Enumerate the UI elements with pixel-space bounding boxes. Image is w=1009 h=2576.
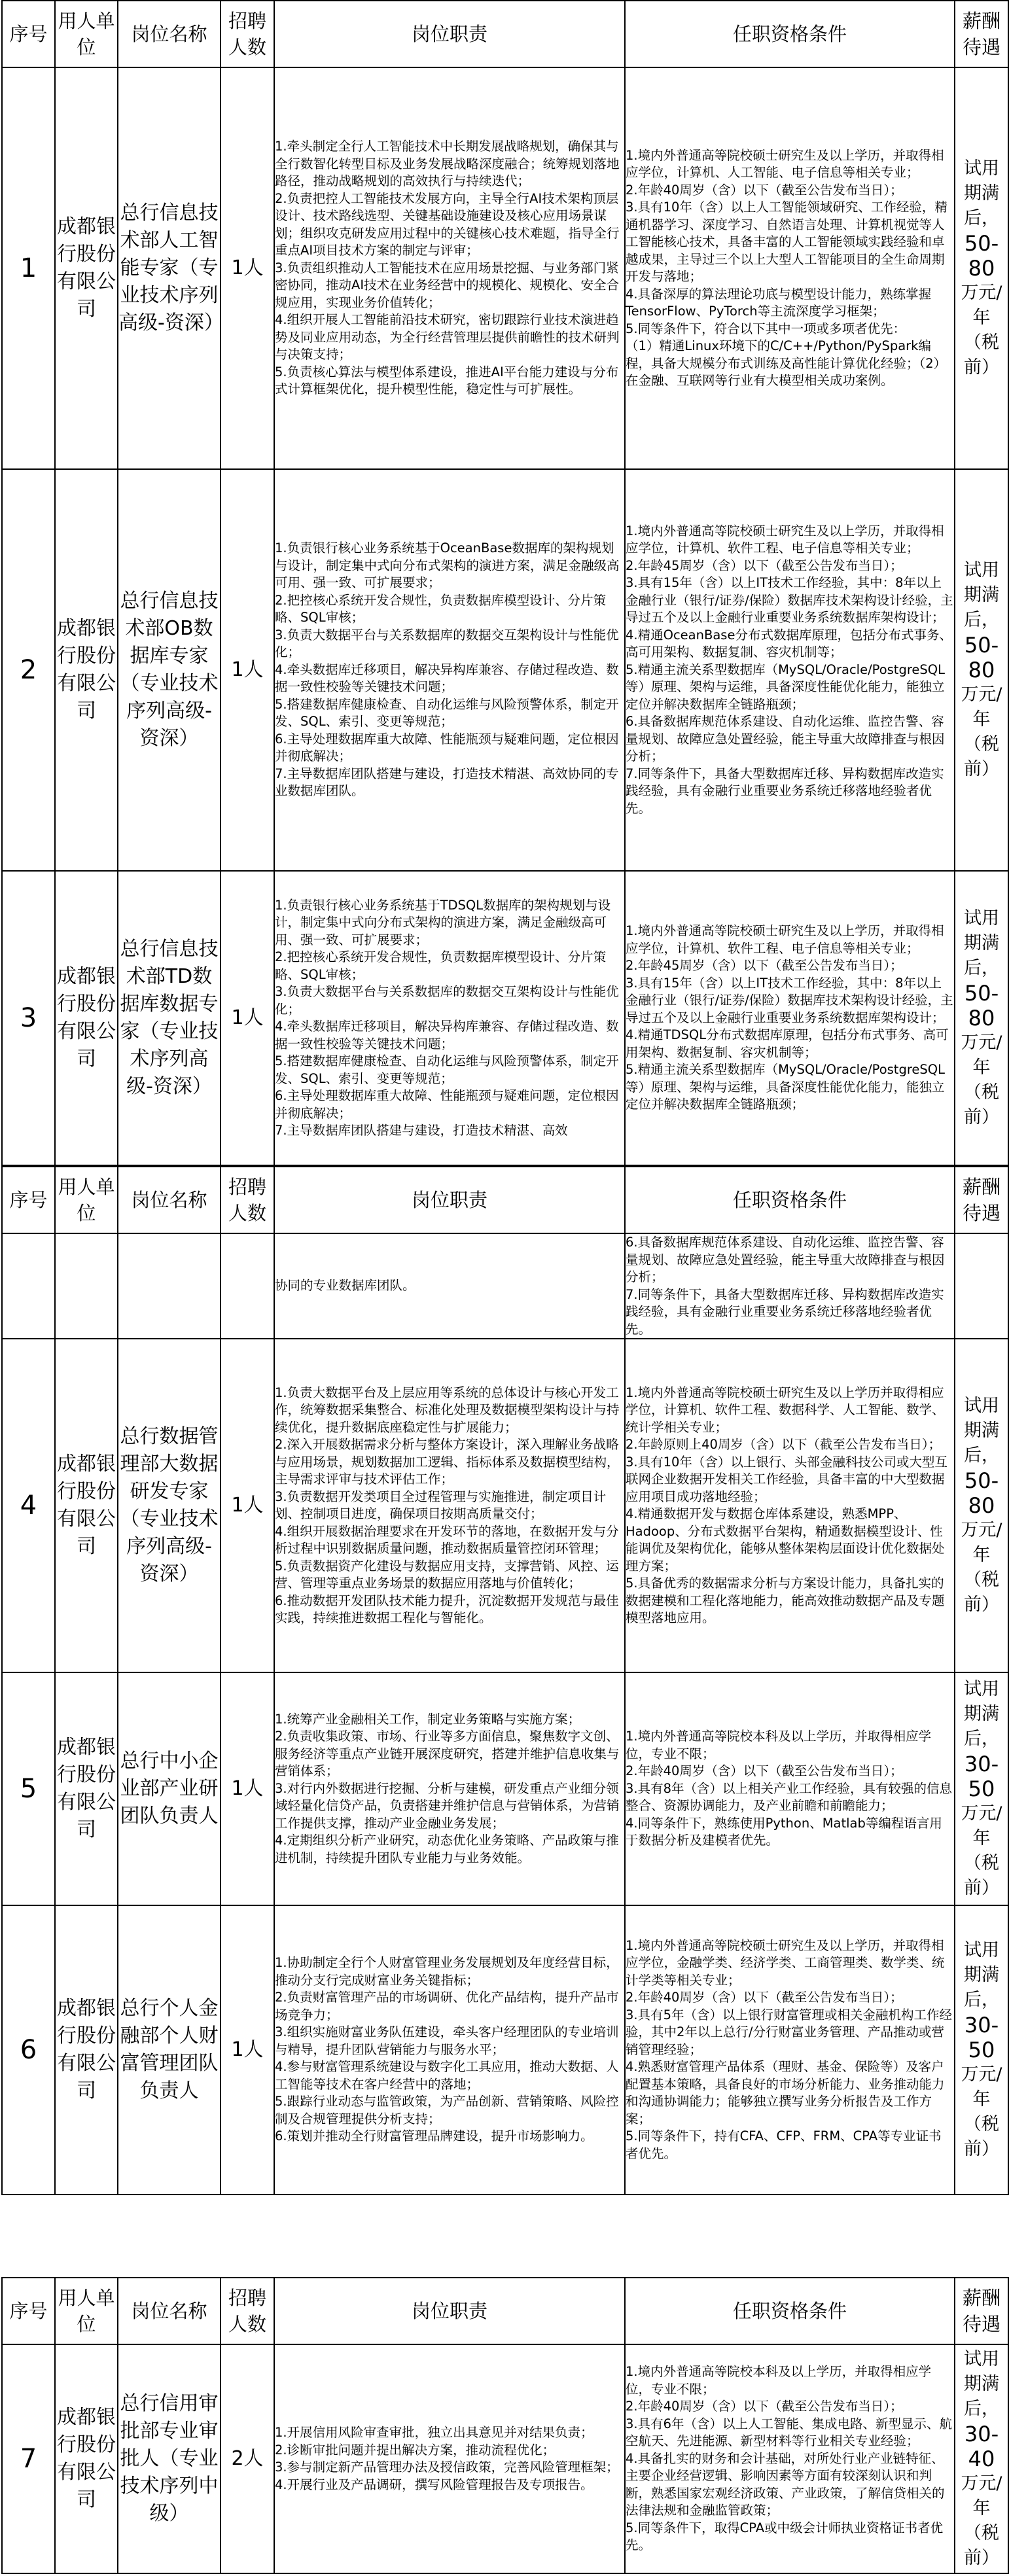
duty-line: 1.开展信用风险审查审批，独立出具意见并对结果负责；	[275, 2425, 593, 2440]
cell-title: 总行信用审批部专业审批人（专业技术序列中级）	[118, 2344, 221, 2573]
cell-salary	[955, 67, 1008, 469]
duty-line: 3.对行内外数据进行挖掘、分析与建模，研发重点产业细分领域轻量化信贷产品，负责搭建并维护信息与营销体系，为营销工作提供支撑，推动产业金融业务发展；	[275, 1780, 620, 1831]
requirement-line: 5.同等条件下，持有CFA、CFP、FRM、CPA等专业证书者优先。	[626, 2128, 942, 2161]
duty-line: 4.参与财富管理系统建设与数字化工具应用，推动大数据、人工智能等技术在客户经营中的落地；	[275, 2059, 619, 2092]
cell-count: 1人	[221, 1339, 274, 1672]
cell-duties	[274, 1233, 625, 1339]
duty-line: 2.诊断审批问题并提出解决方案，推动流程优化；	[275, 2442, 556, 2458]
table-row-continued	[2, 1233, 1008, 1339]
requirement-line: 4.具备扎实的财务和会计基础，对所处行业产业链特征、主要企业经营逻辑、影响因素等方面有较深刻认识和判断，熟悉国家宏观经济政策、产业政策，了解信贷相关的法律法规和金融监管政策；	[626, 2450, 945, 2518]
duty-line: 4.牵头数据库迁移项目，解决异构库兼容、存储过程改造、数据一致性校验等关键技术问题；	[275, 1019, 619, 1051]
cell-duties	[274, 1672, 625, 1905]
duty-line: 1.负责大数据平台及上层应用等系统的总体设计与核心开发工作，统筹数据采集整合、标准化处理及数据模型架构设计与持续优化，提升数据底座稳定性与扩展能力；	[275, 1385, 620, 1435]
requirement-line: 4.精通数据开发与数据仓库体系建设，熟悉MPP、Hadoop、分布式数据平台架构，精通数据模型设计、性能调优及架构优化，能够从整体架构层面设计优化数据处理方案；	[626, 1506, 945, 1574]
header-duties: 岗位职责	[274, 1167, 625, 1233]
salary-prefix: 试用期满后，	[964, 1679, 999, 1749]
salary-unit: 万元/年（税前）	[961, 684, 1002, 779]
cell-unit: 成都银行股份有限公司	[55, 1672, 118, 1905]
cell-unit: 成都银行股份有限公司	[55, 2344, 118, 2573]
requirement-line: 5.精通主流关系型数据库（MySQL/Oracle/PostgreSQL等）原理、架构与运维，具备深度性能优化能力，能独立定位并解决数据库全链路瓶颈；	[626, 662, 946, 712]
cell-requirements	[625, 1339, 955, 1672]
cell-title: 总行中小企业部产业研团队负责人	[118, 1672, 221, 1905]
cell-duties	[274, 871, 625, 1165]
header-seq: 序号	[2, 1, 55, 67]
duty-line: 4.牵头数据库迁移项目，解决异构库兼容、存储过程改造、数据一致性校验等关键技术问题；	[275, 662, 619, 695]
requirement-line: 3.具有5年（含）以上银行财富管理或相关金融机构工作经验，其中2年以上总行/分行财富业务管理、产品推动或营销管理经验；	[626, 2007, 953, 2057]
requirement-line: 6.具备数据库规范体系建设、自动化运维、监控告警、容量规划、故障应急处置经验，能主导重大故障排查与根因分析；	[626, 714, 945, 764]
salary-prefix: 试用期满后，	[964, 1940, 999, 2010]
cell-duties	[274, 469, 625, 871]
duty-line: 3.参与制定新产品管理办法及授信政策，完善风险管理框架；	[275, 2460, 619, 2475]
header-duties: 岗位职责	[274, 1, 625, 67]
cell-duties	[274, 1905, 625, 2195]
table-row	[2, 1672, 1008, 1905]
cell-title: 总行数据管理部大数据研发专家（专业技术序列高级-资深）	[118, 1339, 221, 1672]
duty-line: 5.跟踪行业动态与监管政策，为产品创新、营销策略、风险控制及合规管理提供分析支持；	[275, 2094, 619, 2126]
cell-seq: 5	[2, 1672, 55, 1905]
cell-title-empty	[118, 1233, 221, 1339]
requirement-line: 1.境内外普通高等院校本科及以上学历，并取得相应学位，专业不限；	[626, 2364, 932, 2397]
requirement-line: 5.具备优秀的数据需求分析与方案设计能力，具备扎实的数据建模和工程化落地能力，能高效推动数据产品及专题模型落地应用。	[626, 1576, 945, 1625]
salary-range: 30-50	[964, 2013, 999, 2062]
cell-duties	[274, 2344, 625, 2573]
requirement-line: 4.精通TDSQL分布式数据库原理，包括分布式事务、高可用架构、数据复制、容灾机制等；	[626, 1027, 949, 1060]
cell-duties	[274, 1339, 625, 1672]
cell-title: 总行信息技术部OB数据库专家（专业技术序列高级-资深）	[118, 469, 221, 871]
cell-requirements	[625, 1233, 955, 1339]
recruitment-table-part-3	[1, 2277, 1009, 2574]
duty-line: 2.负责财富管理产品的市场调研、优化产品结构，提升产品市场竞争力；	[275, 1990, 619, 2022]
cell-seq-empty	[2, 1233, 55, 1339]
cell-seq: 1	[2, 67, 55, 469]
requirement-line: 2.年龄原则上40周岁（含）以下（截至公告发布当日）；	[626, 1437, 942, 1452]
duty-line: 3.负责数据开发类项目全过程管理与实施推进，制定项目计划、控制项目进度，确保项目按期高质量交付；	[275, 1489, 607, 1521]
requirement-line: 4.精通OceanBase分布式数据库原理，包括分布式事务、高可用架构、数据复制、容灾机制等；	[626, 627, 952, 660]
header-count: 招聘人数	[221, 2278, 274, 2344]
salary-range: 30-50	[964, 1752, 999, 1801]
header-duties: 岗位职责	[274, 2278, 625, 2344]
cell-unit: 成都银行股份有限公司	[55, 469, 118, 871]
cell-salary	[955, 871, 1008, 1165]
header-reqs: 任职资格条件	[625, 1167, 955, 1233]
salary-prefix: 试用期满后，	[964, 908, 999, 978]
requirement-line: 5.精通主流关系型数据库（MySQL/Oracle/PostgreSQL等）原理、架构与运维，具备深度性能优化能力，能独立定位并解决数据库全链路瓶颈；	[626, 1062, 946, 1112]
requirement-line: 3.具有10年（含）以上人工智能领域研究、工作经验，精通机器学习、深度学习、自然语言处理、计算机视觉等人工智能核心技术，具备丰富的人工智能领域实践经验和卓越成果，主导过三个以上大型人工智能项目的全生命周期开发与落地；	[626, 200, 947, 284]
requirement-line: （1）精通Linux环境下的C/C++/Python/PySpark编程，具备大规模分布式训练及高性能计算优化经验；（2）在金融、互联网等行业有大模型相关成功案例。	[626, 338, 947, 388]
cell-title: 总行个人金融部个人财富管理团队负责人	[118, 1905, 221, 2195]
header-count: 招聘人数	[221, 1167, 274, 1233]
cell-requirements	[625, 1905, 955, 2195]
duty-line: 7.主导数据库团队搭建与建设，打造技术精湛、高效	[275, 1123, 568, 1138]
duty-line: 5.搭建数据库健康检查、自动化运维与风险预警体系，制定开发、SQL、索引、变更等规范；	[275, 1053, 619, 1086]
header-reqs: 任职资格条件	[625, 1, 955, 67]
duty-line: 5.负责数据资产化建设与数据应用支持，支撑营销、风控、运营、管理等重点业务场景的数据应用落地与价值转化；	[275, 1558, 619, 1591]
duty-line: 6.策划并推动全行财富管理品牌建设，提升市场影响力。	[275, 2128, 593, 2144]
header-title: 岗位名称	[118, 1, 221, 67]
header-title: 岗位名称	[118, 1167, 221, 1233]
cell-unit: 成都银行股份有限公司	[55, 67, 118, 469]
requirement-line: 6.具备数据库规范体系建设、自动化运维、监控告警、容量规划、故障应急处置经验，能主导重大故障排查与根因分析；	[626, 1235, 945, 1284]
salary-unit: 万元/年（税前）	[961, 1803, 1002, 1898]
header-unit: 用人单位	[55, 1167, 118, 1233]
duty-line: 6.主导处理数据库重大故障、性能瓶颈与疑难问题，定位根因并彻底解决；	[275, 1088, 619, 1121]
salary-unit: 万元/年（税前）	[961, 2473, 1002, 2568]
cell-requirements	[625, 2344, 955, 2573]
duty-line: 4.组织开展数据治理要求在开发环节的落地，在数据开发与分析过程中识别数据质量问题，推动数据质量管控闭环管理；	[275, 1523, 619, 1556]
cell-count: 1人	[221, 1905, 274, 2195]
requirement-line: 5.同等条件下，符合以下其中一项或多项者优先：	[626, 321, 906, 336]
requirement-line: 1.境内外普通高等院校硕士研究生及以上学历，并取得相应学位，计算机、软件工程、电子信息等相关专业；	[626, 923, 944, 956]
requirement-line: 3.具有15年（含）以上IT技术工作经验，其中：8年以上金融行业（银行/证券/保险）数据库技术架构设计经验，主导过五个及以上金融行业重要业务系统数据库架构设计；	[626, 975, 953, 1025]
header-row	[2, 1, 1008, 67]
cell-unit: 成都银行股份有限公司	[55, 1339, 118, 1672]
salary-unit: 万元/年（税前）	[961, 1520, 1002, 1615]
duty-line: 1.协助制定全行个人财富管理业务发展规划及年度经营目标，推动分支行完成财富业务关键指标；	[275, 1955, 619, 1988]
cell-salary	[955, 1672, 1008, 1905]
table-row	[2, 1339, 1008, 1672]
cell-seq: 6	[2, 1905, 55, 2195]
recruitment-table-part-2	[1, 1166, 1009, 2195]
duty-line: 7.主导数据库团队搭建与建设，打造技术精湛、高效协同的专业数据库团队。	[275, 766, 619, 799]
duty-line: 2.把控核心系统开发合规性，负责数据库模型设计、分片策略、SQL审核；	[275, 949, 607, 982]
cell-title: 总行信息技术部人工智能专家（专业技术序列高级-资深）	[118, 67, 221, 469]
duty-line: 4.开展行业及产品调研，撰写风险管理报告及专项报告。	[275, 2477, 593, 2492]
header-seq: 序号	[2, 2278, 55, 2344]
cell-count: 1人	[221, 871, 274, 1165]
requirement-line: 1.境内外普通高等院校硕士研究生及以上学历，并取得相应学位，计算机、人工智能、电子信息等相关专业；	[626, 147, 944, 180]
salary-unit: 万元/年（税前）	[961, 1032, 1002, 1127]
header-row	[2, 2278, 1008, 2344]
duty-line: 3.负责组织推动人工智能技术在应用场景挖掘、与业务部门紧密协同，推动AI技术在业务经营中的规模化、规模化、安全合规应用，实现业务价值转化；	[275, 260, 620, 310]
duty-line: 2.负责把控人工智能技术发展方向，主导全行AI技术架构顶层设计、技术路线选型、关键基础设施建设及核心应用场景谋划；组织攻克研发应用过程中的关键核心技术难题，指导全行重点AI项目技术方案的制定与评审；	[275, 190, 620, 258]
salary-range: 50-80	[964, 981, 999, 1031]
requirement-line: 3.具有10年（含）以上银行、头部金融科技公司或大型互联网企业数据开发相关工作经验，具备丰富的中大型数据应用项目成功落地经验；	[626, 1454, 947, 1504]
duty-line: 5.搭建数据库健康检查、自动化运维与风险预警体系，制定开发、SQL、索引、变更等规范；	[275, 696, 619, 730]
requirement-line: 3.具有6年（含）以上人工智能、集成电路、新型显示、航空航天、先进能源、新型材料等行业相关专业经验；	[626, 2416, 953, 2449]
requirement-line: 1.境内外普通高等院校硕士研究生及以上学历并取得相应学位，计算机、软件工程、数据科学、人工智能、数学、统计学相关专业；	[626, 1385, 945, 1435]
cell-duties	[274, 67, 625, 469]
salary-unit: 万元/年（税前）	[961, 283, 1002, 378]
salary-unit: 万元/年（税前）	[961, 2064, 1002, 2159]
salary-prefix: 试用期满后，	[964, 2349, 999, 2419]
header-count: 招聘人数	[221, 1, 274, 67]
duty-line: 3.组织实施财富业务队伍建设，牵头客户经理团队的专业培训与精导，提升团队营销能力与服务水平；	[275, 2024, 619, 2057]
duty-line: 2.把控核心系统开发合规性，负责数据库模型设计、分片策略、SQL审核；	[275, 592, 607, 626]
salary-prefix: 试用期满后，	[964, 1396, 999, 1466]
requirement-line: 5.同等条件下，取得CPA或中级会计师执业资格证书者优先。	[626, 2520, 944, 2553]
table-row	[2, 2344, 1008, 2573]
cell-salary	[955, 1233, 1008, 1339]
cell-unit: 成都银行股份有限公司	[55, 1905, 118, 2195]
cell-count: 1人	[221, 469, 274, 871]
cell-seq: 7	[2, 2344, 55, 2573]
cell-salary	[955, 1905, 1008, 2195]
salary-prefix: 试用期满后，	[964, 560, 999, 630]
requirement-line: 2.年龄40周岁（含）以下（截至公告发布当日）；	[626, 2399, 903, 2414]
duty-line: 2.负责收集政策、市场、行业等多方面信息，聚焦数字文创、服务经济等重点产业链开展深度研究，搭建并维护信息收集与营销体系；	[275, 1729, 620, 1779]
requirement-line: 2.年龄45周岁（含）以下（截至公告发布当日）；	[626, 557, 903, 573]
requirement-line: 2.年龄40周岁（含）以下（截至公告发布当日）；	[626, 1763, 903, 1779]
requirement-line: 2.年龄40周岁（含）以下（截至公告发布当日）；	[626, 1990, 903, 2005]
duty-line: 4.定期组织分析产业研究，动态优化业务策略、产品政策与推进机制，持续提升团队专业能力与业务效能。	[275, 1833, 619, 1865]
salary-range: 30-40	[964, 2422, 999, 2471]
cell-requirements	[625, 871, 955, 1165]
duty-line: 2.深入开展数据需求分析与整体方案设计，深入理解业务战略与应用场景，规划数据加工逻辑、指标体系及数据模型结构，主导需求评审与技术评估工作；	[275, 1437, 620, 1487]
header-unit: 用人单位	[55, 1, 118, 67]
requirement-line: 7.同等条件下，具备大型数据库迁移、异构数据库改造实践经验，具有金融行业重要业务系统迁移落地经验者优先。	[626, 1286, 944, 1337]
requirement-line: 2.年龄40周岁（含）以下（截至公告发布当日）；	[626, 182, 903, 198]
salary-range: 50-80	[964, 1468, 999, 1518]
salary-range: 50-80	[964, 633, 999, 682]
requirement-line: 4.熟悉财富管理产品体系（理财、基金、保险等）及客户配置基本策略，具备良好的市场分析能力、业务推动能力和沟通协调能力；能够独立撰写业务分析报告及工作方案；	[626, 2059, 945, 2126]
duty-line: 4.组织开展人工智能前沿技术研究，密切跟踪行业技术演进趋势及同业应用动态，为全行经营管理层提供前瞻性的技术研判与决策支持；	[275, 312, 620, 362]
requirement-line: 2.年龄45周岁（含）以下（截至公告发布当日）；	[626, 958, 903, 974]
duty-line: 6.推动数据开发团队技术能力提升，沉淀数据开发规范与最佳实践，持续推进数据工程化与智能化。	[275, 1593, 619, 1625]
header-seq: 序号	[2, 1167, 55, 1233]
cell-count: 1人	[221, 67, 274, 469]
cell-unit-empty	[55, 1233, 118, 1339]
salary-prefix: 试用期满后，	[964, 158, 999, 228]
table-row	[2, 871, 1008, 1165]
salary-range: 50-80	[964, 231, 999, 281]
duty-line: 3.负责大数据平台与关系数据库的数据交互架构设计与性能优化；	[275, 627, 619, 660]
cell-requirements	[625, 469, 955, 871]
cell-seq: 2	[2, 469, 55, 871]
requirement-line: 4.同等条件下，熟练使用Python、Matlab等编程语言用于数据分析及建模者优先。	[626, 1815, 942, 1848]
requirement-line: 1.境内外普通高等院校硕士研究生及以上学历，并取得相应学位，计算机、软件工程、电子信息等相关专业；	[626, 523, 944, 556]
duty-line: 协同的专业数据库团队。	[275, 1278, 416, 1294]
cell-salary	[955, 2344, 1008, 2573]
header-salary: 薪酬待遇	[955, 2278, 1008, 2344]
cell-salary	[955, 469, 1008, 871]
requirement-line: 1.境内外普通高等院校硕士研究生及以上学历，并取得相应学位，金融学类、经济学类、工商管理类、数学类、统计学类等相关专业；	[626, 1937, 945, 1988]
cell-requirements	[625, 67, 955, 469]
header-unit: 用人单位	[55, 2278, 118, 2344]
cell-title: 总行信息技术部TD数据库数据专家（专业技术序列高级-资深）	[118, 871, 221, 1165]
duty-line: 1.负责银行核心业务系统基于TDSQL数据库的架构规划与设计，制定集中式向分布式架构的演进方案，满足金融级高可用、强一致、可扩展要求；	[275, 897, 611, 947]
requirement-line: 3.具有8年（含）以上相关产业工作经验，具有较强的信息整合、资源协调能力，及产业前瞻和前瞻能力；	[626, 1780, 953, 1814]
duty-line: 3.负责大数据平台与关系数据库的数据交互架构设计与性能优化；	[275, 984, 619, 1017]
requirement-line: 4.具备深厚的算法理论功底与模型设计能力，熟练掌握TensorFlow、PyTorch等主流深度学习框架；	[626, 286, 932, 319]
cell-count-empty	[221, 1233, 274, 1339]
table-row	[2, 469, 1008, 871]
cell-count: 1人	[221, 1672, 274, 1905]
duty-line: 6.主导处理数据库重大故障、性能瓶颈与疑难问题，定位根因并彻底解决；	[275, 731, 619, 764]
cell-count: 2人	[221, 2344, 274, 2573]
header-row	[2, 1167, 1008, 1233]
header-salary: 薪酬待遇	[955, 1167, 1008, 1233]
cell-salary	[955, 1339, 1008, 1672]
table-row	[2, 1905, 1008, 2195]
header-reqs: 任职资格条件	[625, 2278, 955, 2344]
cell-seq: 4	[2, 1339, 55, 1672]
header-title: 岗位名称	[118, 2278, 221, 2344]
requirement-line: 3.具有15年（含）以上IT技术工作经验，其中：8年以上金融行业（银行/证券/保险）数据库技术架构设计经验，主导过五个及以上金融行业重要业务系统数据库架构设计；	[626, 575, 953, 626]
requirement-line: 7.同等条件下，具备大型数据库迁移、异构数据库改造实践经验，具有金融行业重要业务系统迁移落地经验者优先。	[626, 766, 944, 816]
duty-line: 1.负责银行核心业务系统基于OceanBase数据库的架构规划与设计，制定集中式向分布式架构的演进方案，满足金融级高可用、强一致、可扩展要求；	[275, 540, 620, 591]
table-row	[2, 67, 1008, 469]
header-salary: 薪酬待遇	[955, 1, 1008, 67]
cell-seq: 3	[2, 871, 55, 1165]
cell-unit: 成都银行股份有限公司	[55, 871, 118, 1165]
recruitment-table-part-1	[1, 0, 1009, 1166]
requirement-line: 1.境内外普通高等院校本科及以上学历，并取得相应学位，专业不限；	[626, 1729, 932, 1761]
duty-line: 1.统筹产业金融相关工作，制定业务策略与实施方案；	[275, 1711, 581, 1727]
duty-line: 5.负责核心算法与模型体系建设，推进AI平台能力建设与分布式计算框架优化，提升模型性能，稳定性与可扩展性。	[275, 364, 619, 397]
cell-requirements	[625, 1672, 955, 1905]
duty-line: 1.牵头制定全行人工智能技术中长期发展战略规划，确保其与全行数智化转型目标及业务发展战略深度融合；统筹规划落地路径，推动战略规划的高效执行与持续迭代；	[275, 139, 620, 189]
